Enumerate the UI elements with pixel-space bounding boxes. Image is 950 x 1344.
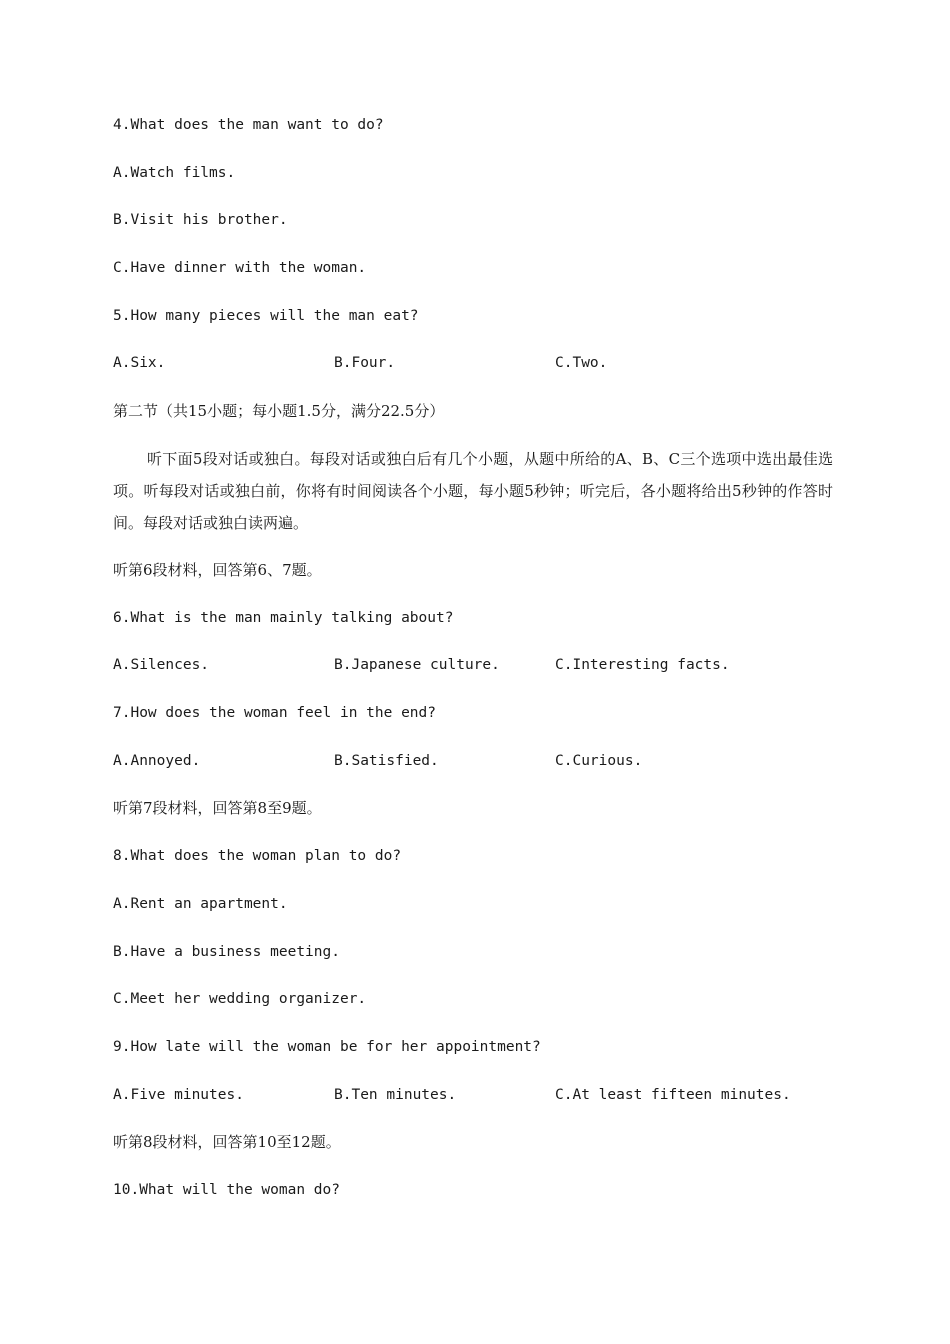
question-9: 9.How late will the woman be for her appointment? (113, 1039, 541, 1055)
q7-option-a: A.Annoyed. (113, 753, 201, 769)
q4-option-a: A.Watch films. (113, 165, 236, 181)
q4-option-b: B.Visit his brother. (113, 212, 288, 228)
q8-option-b: B.Have a business meeting. (113, 944, 340, 960)
q9-option-a: A.Five minutes. (113, 1087, 244, 1103)
q9-options (113, 1085, 833, 1105)
material-6-heading: 听第6段材料，回答第6、7题。 (113, 561, 322, 579)
q6-option-c: C.Interesting facts. (555, 657, 730, 673)
question-8: 8.What does the woman plan to do? (113, 848, 402, 864)
question-7: 7.How does the woman feel in the end? (113, 705, 437, 721)
q9-option-b: B.Ten minutes. (334, 1087, 457, 1103)
q5-option-b: B.Four. (334, 355, 396, 371)
q6-options (113, 655, 833, 675)
q6-option-a: A.Silences. (113, 657, 210, 673)
q5-options (113, 353, 833, 373)
q9-option-c: C.At least fifteen minutes. (555, 1087, 791, 1103)
q8-option-a: A.Rent an apartment. (113, 896, 288, 912)
q7-option-c: C.Curious. (555, 753, 643, 769)
q4-option-c: C.Have dinner with the woman. (113, 260, 367, 276)
q8-option-c: C.Meet her wedding organizer. (113, 991, 367, 1007)
q7-options (113, 751, 833, 771)
section-heading: 第二节（共15小题；每小题1.5分，满分22.5分） (113, 402, 445, 420)
q7-option-b: B.Satisfied. (334, 753, 439, 769)
question-10: 10.What will the woman do? (113, 1182, 340, 1198)
q5-option-a: A.Six. (113, 355, 166, 371)
material-7-heading: 听第7段材料，回答第8至9题。 (113, 799, 322, 817)
question-4: 4.What does the man want to do? (113, 117, 384, 133)
q6-option-b: B.Japanese culture. (334, 657, 500, 673)
q5-option-c: C.Two. (555, 355, 608, 371)
material-8-heading: 听第8段材料，回答第10至12题。 (113, 1133, 341, 1151)
question-6: 6.What is the man mainly talking about? (113, 610, 454, 626)
question-5: 5.How many pieces will the man eat? (113, 308, 419, 324)
section-instructions: 听下面5段对话或独白。每段对话或独白后有几个小题，从题中所给的A、B、C三个选项中选出最佳选项。听每段对话或独白前，你将有时间阅读各个小题，每小题5秒钟；听完后，各小题将给出5秒钟的作答时间。每段对话或独白读两遍。 (113, 450, 833, 532)
